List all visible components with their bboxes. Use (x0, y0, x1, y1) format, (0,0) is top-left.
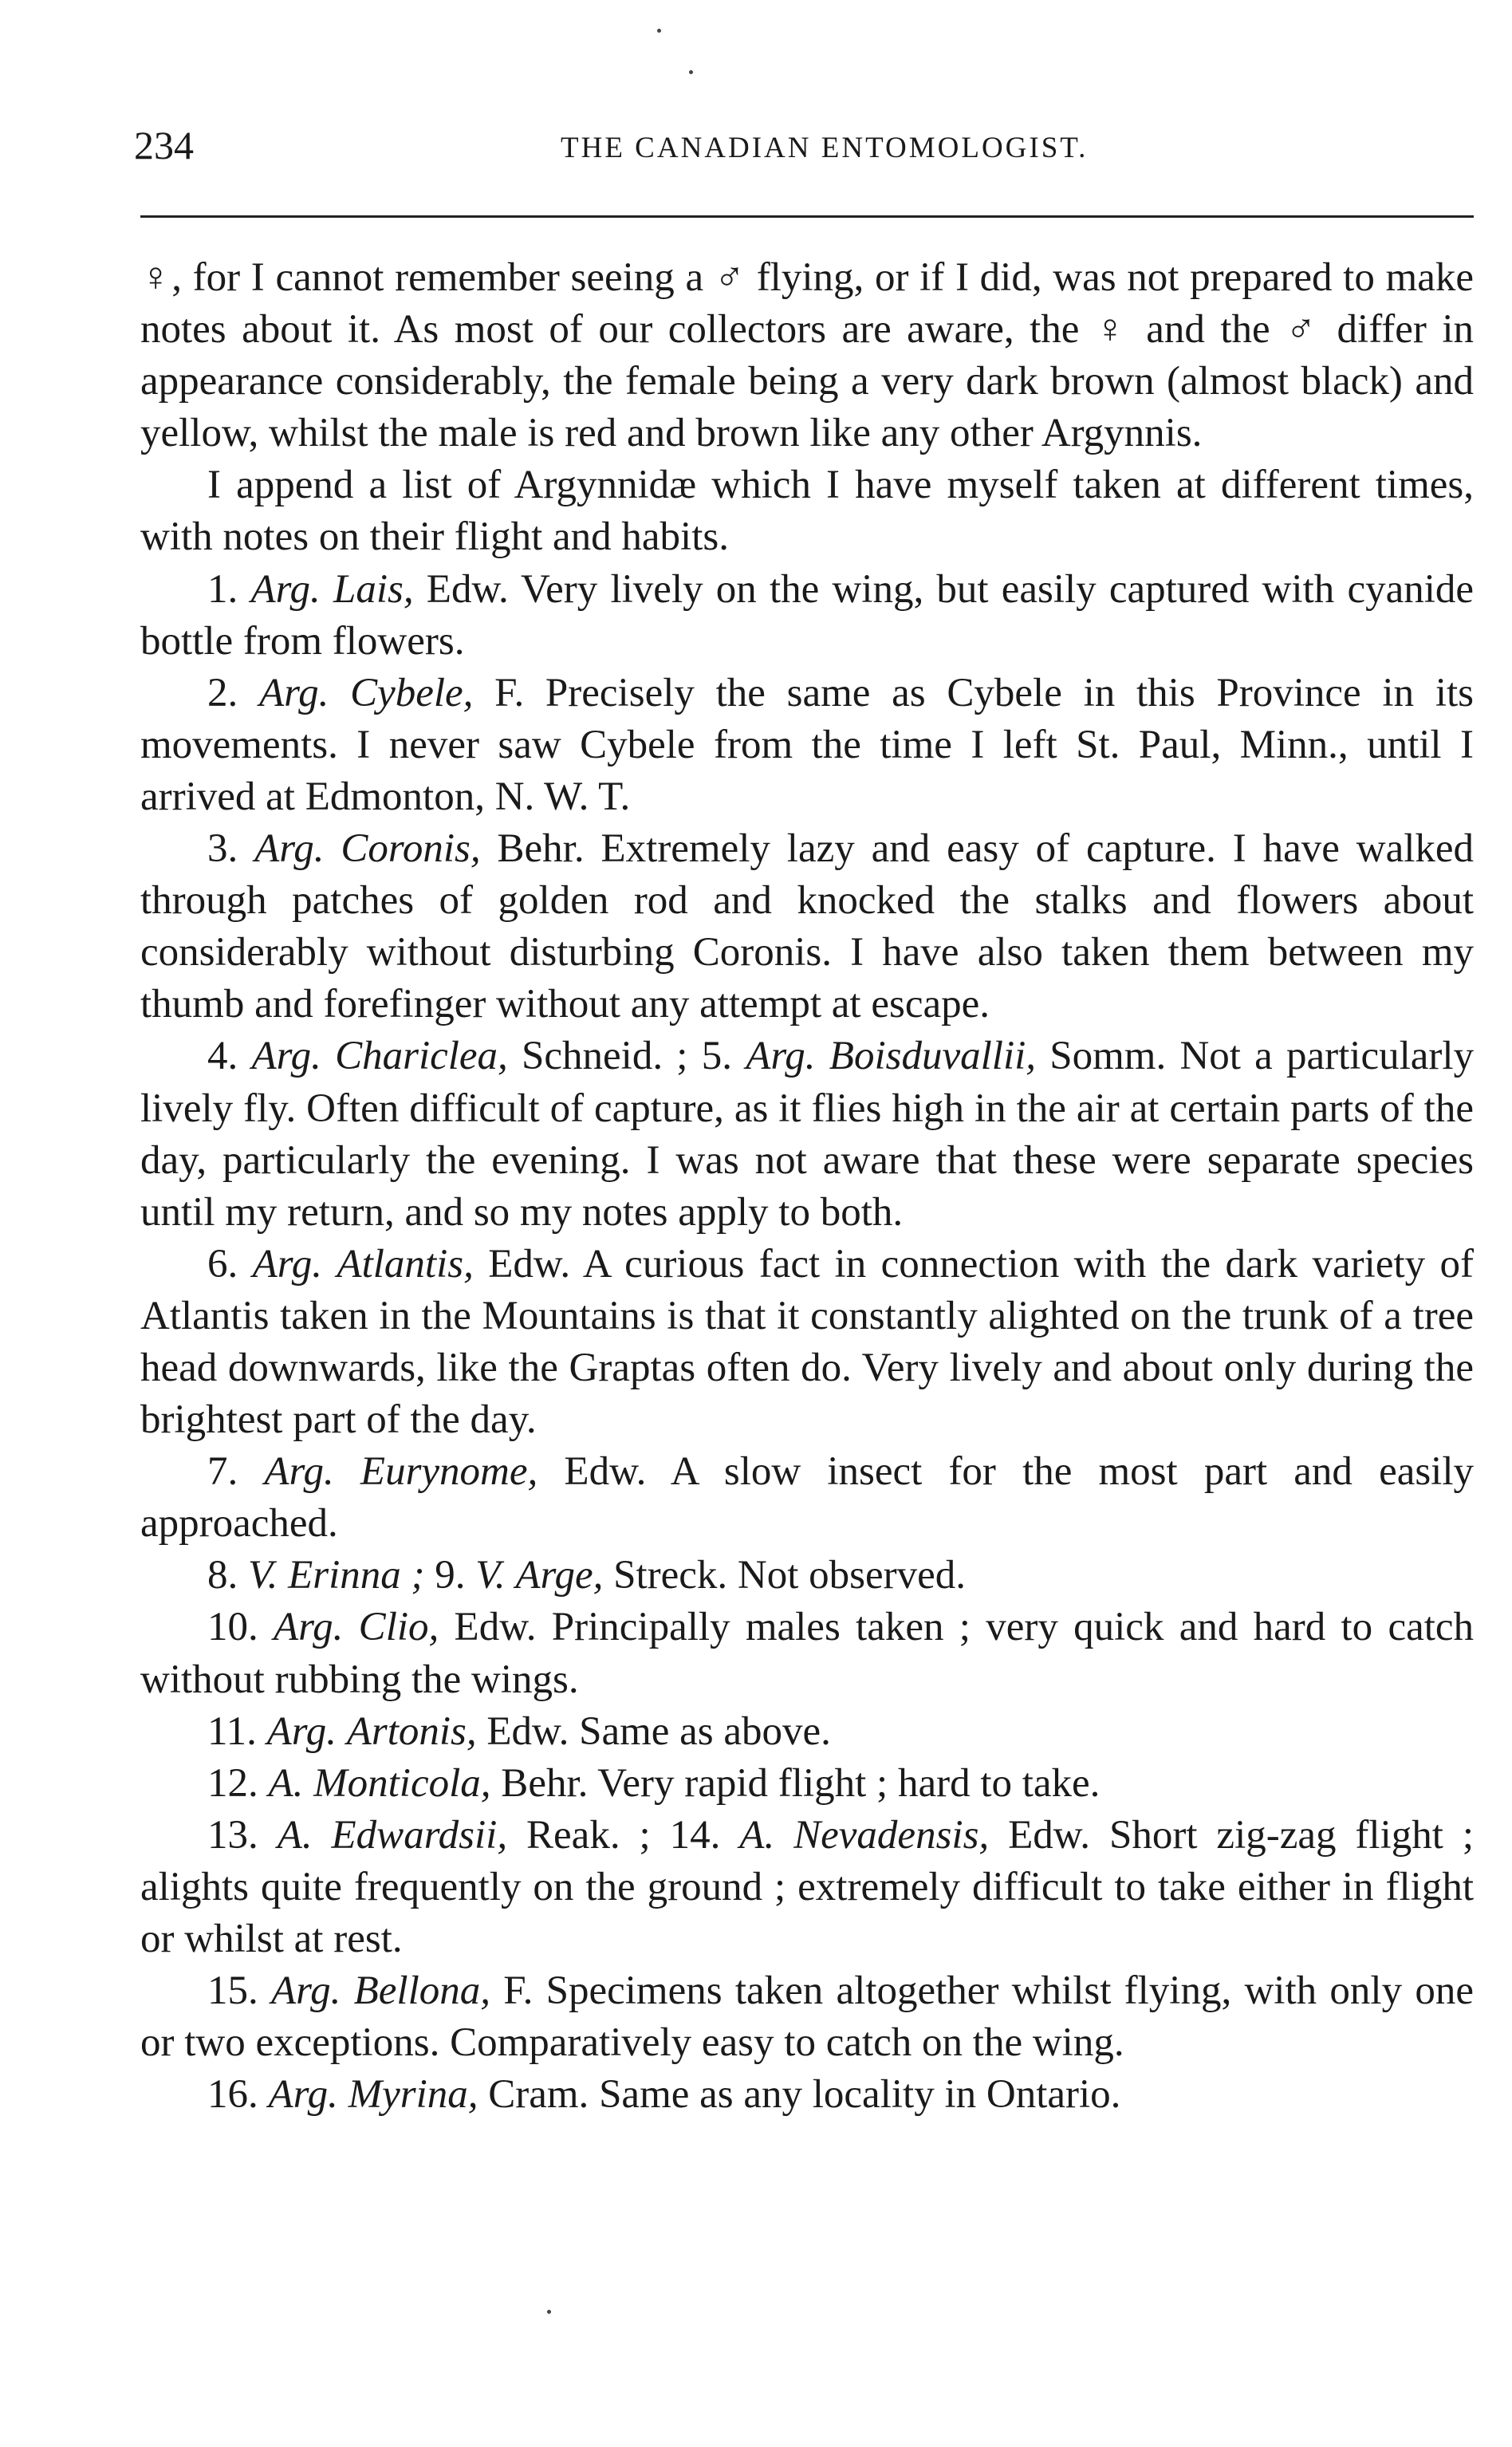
page-number: 234 (134, 123, 194, 167)
species-entry (140, 1030, 1474, 1238)
genus-name: A. (739, 1812, 775, 1858)
entry-note: Not observed. (727, 1553, 966, 1598)
author-citation: Behr. (480, 826, 585, 872)
genus-name: Arg. (266, 1708, 337, 1754)
author-citation: Cram. (478, 2072, 589, 2118)
entry-note: Same as above. (569, 1708, 831, 1754)
entry-note: Same as any locality in Ontario. (589, 2072, 1121, 2118)
species-name: Coronis, (341, 826, 481, 872)
genus-name: V. (248, 1553, 278, 1598)
genus-name: Arg. (251, 1034, 321, 1079)
running-head (134, 121, 1474, 177)
entry-number: 14. (669, 1812, 721, 1858)
species-entry (140, 1965, 1474, 2069)
genus-name: A. (268, 1760, 304, 1806)
print-speck (547, 2310, 551, 2314)
entry-note: Very lively on the wing, but easily captured with cyanide bottle from flowers. (140, 566, 1475, 664)
entry-number: 12. (207, 1760, 258, 1806)
species-list (140, 564, 1474, 2122)
author-citation: Edw. (473, 1241, 571, 1287)
species-name: Arge, (515, 1553, 604, 1598)
author-citation: F. (473, 670, 525, 715)
species-entry (140, 564, 1474, 668)
species-entry (140, 2069, 1474, 2121)
author-citation: Streck. (603, 1553, 728, 1598)
entry-number: 7. (207, 1449, 238, 1495)
journal-title: THE CANADIAN ENTOMOLOGIST. (561, 132, 1089, 164)
author-citation: Behr. (490, 1760, 589, 1806)
print-speck (657, 29, 661, 33)
entry-number: 10. (207, 1605, 258, 1650)
entry-number: 1. (207, 566, 238, 612)
entry-note: Specimens taken altogether whilst flying, with only one or two exceptions. Comparatively easy to catch on the wing. (140, 1968, 1474, 2066)
species-name: Monticola, (313, 1760, 491, 1806)
genus-name: Arg. (746, 1034, 816, 1079)
entry-note: Precisely the same as Cybele in this Province in its movements. I never saw Cybele from the time I left St. Paul, Minn., until I arrived at Edmonton, N. W. T. (140, 670, 1475, 819)
entry-note: Very rapid flight ; hard to take. (588, 1760, 1101, 1806)
entry-number: 16. (207, 2072, 258, 2118)
entry-note: Not a particularly lively fly. Often difficult of capture, as it flies high in the air at certain parts of the day, particularly the evening. I was not aware that these were separate species until my return, and so my notes apply to both. (140, 1034, 1475, 1235)
author-citation: F. (490, 1968, 534, 2014)
entry-note: Short zig-zag flight ; alights quite frequently on the ground ; extremely difficult to take either in flight or whilst at rest. (140, 1812, 1475, 1961)
entry-number: 11. (207, 1708, 257, 1754)
species-entry (140, 1446, 1474, 1550)
species-entry (140, 823, 1474, 1030)
species-name: Clio, (358, 1605, 439, 1650)
species-name: Boisduvallii, (829, 1034, 1037, 1079)
species-name: Eurynome, (360, 1449, 538, 1495)
species-name: Cybele, (350, 670, 474, 715)
genus-name: Arg. (264, 1449, 334, 1495)
species-name: Nevadensis, (793, 1812, 990, 1858)
species-name: Lais, (333, 566, 414, 612)
species-entry (140, 1602, 1474, 1705)
article-body (140, 252, 1474, 2121)
entry-number: 5. (701, 1034, 732, 1079)
entry-number: 3. (207, 826, 238, 872)
species-name: Bellona, (353, 1968, 491, 2014)
genus-name: Arg. (252, 1241, 323, 1287)
entry-number: 6. (207, 1241, 238, 1287)
entry-note: A curious fact in connection with the dark variety of Atlantis taken in the Mountains is that it constantly alighted on the trunk of a tree head downwards, like the Graptas often do. Very lively and about only during the brightest part of the day. (140, 1241, 1475, 1443)
species-entry (140, 1239, 1474, 1446)
entry-note: A slow insect for the most part and easily approached. (140, 1449, 1475, 1547)
genus-name: Arg. (250, 566, 321, 612)
species-name: Chariclea, (335, 1034, 508, 1079)
entry-note: Principally males taken ; very quick and hard to catch without rubbing the wings. (140, 1605, 1475, 1702)
author-citation: Edw. (476, 1708, 569, 1754)
genus-name: Arg. (268, 2072, 338, 2118)
species-entry (140, 1810, 1474, 1965)
genus-name: Arg. (254, 826, 325, 872)
header-rule (140, 215, 1474, 218)
genus-name: Arg. (274, 1605, 344, 1650)
author-citation: Edw. (439, 1605, 537, 1650)
entry-number: 9. (435, 1553, 466, 1598)
intro-list-paragraph: I append a list of Argynnidæ which I have myself taken at different times, with notes on their flight and habits. (140, 463, 1474, 560)
entry-note: Extremely lazy and easy of capture. I have walked through patches of golden rod and knocked the stalks and flowers about considerably without disturbing Coronis. I have also taken them between my thumb and forefinger without any attempt at escape. (140, 826, 1475, 1027)
author-citation: Edw. (989, 1812, 1091, 1858)
species-entry (140, 668, 1474, 823)
entry-number: 13. (207, 1812, 258, 1858)
species-entry (140, 1758, 1474, 1810)
author-citation: Schneid. ; (507, 1034, 688, 1079)
genus-name: Arg. (271, 1968, 341, 2014)
species-name: Artonis, (346, 1708, 477, 1754)
species-name: Edwardsii, (331, 1812, 508, 1858)
entry-number: 4. (207, 1034, 238, 1079)
intro-paragraph: ♀, for I cannot remember seeing a ♂ flying, or if I did, was not prepared to make notes about it. As most of our collectors are aware, the ♀ and the ♂ differ in appearance considerably, the female being a very dark brown (almost black) and yellow, whilst the male is red and brown like any other Argynnis. (140, 255, 1474, 456)
entry-number: 15. (207, 1968, 258, 2014)
author-citation: Edw. (413, 566, 509, 612)
entry-number: 8. (207, 1553, 238, 1598)
species-name: Erinna ; (288, 1553, 425, 1598)
author-citation: Reak. ; (507, 1812, 651, 1858)
entry-number: 2. (207, 670, 238, 715)
author-citation: Edw. (537, 1449, 647, 1495)
species-entry (140, 1706, 1474, 1758)
species-name: Atlantis, (337, 1241, 474, 1287)
species-name: Myrina, (348, 2072, 478, 2118)
genus-name: V. (475, 1553, 506, 1598)
print-speck (689, 70, 693, 74)
species-entry (140, 1550, 1474, 1602)
genus-name: Arg. (258, 670, 329, 715)
author-citation: Somm. (1036, 1034, 1167, 1079)
genus-name: A. (277, 1812, 313, 1858)
